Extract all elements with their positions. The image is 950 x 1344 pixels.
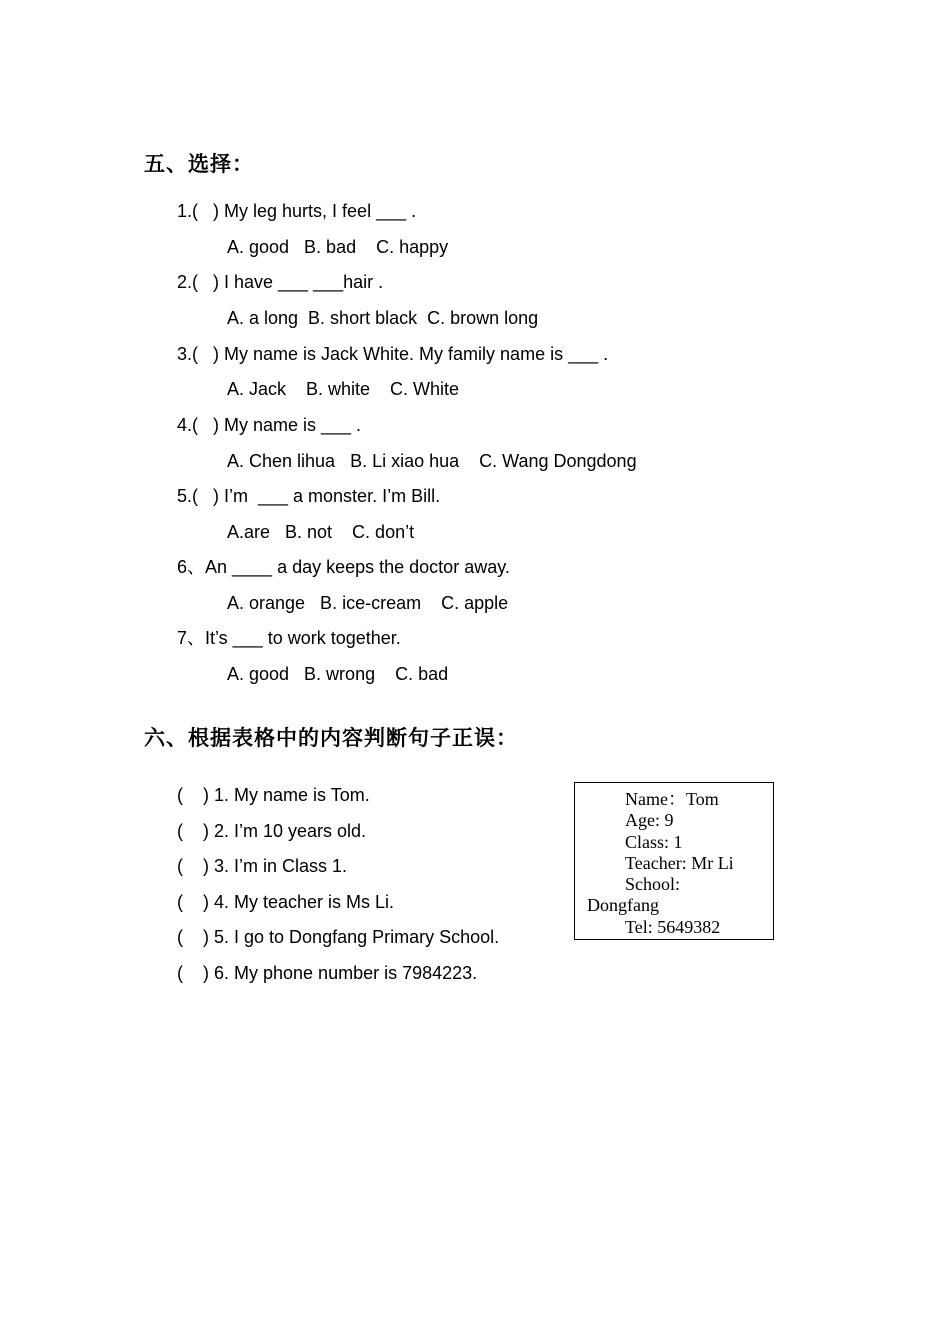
statement-4: ( ) 4. My teacher is Ms Li. (177, 892, 395, 912)
question-4-options: A. Chen lihua B. Li xiao hua C. Wang Dongdong (227, 451, 637, 471)
question-3-options: A. Jack B. white C. White (227, 379, 460, 399)
question-2-options: A. a long B. short black C. brown long (227, 308, 539, 328)
info-school-value: Dongfang (587, 895, 659, 916)
question-1-stem: 1.( ) My leg hurts, I feel ___ . (177, 201, 417, 221)
statement-1: ( ) 1. My name is Tom. (177, 785, 370, 805)
info-tel: Tel: 5649382 (625, 916, 721, 937)
statement-3: ( ) 3. I’m in Class 1. (177, 856, 348, 876)
statement-6: ( ) 6. My phone number is 7984223. (177, 963, 478, 983)
question-1-options: A. good B. bad C. happy (227, 237, 449, 257)
question-6-options: A. orange B. ice-cream C. apple (227, 593, 509, 613)
question-2-stem: 2.( ) I have ___ ___hair . (177, 272, 384, 292)
section-5-heading: 五、选择： (144, 152, 254, 176)
info-school-label: School: (625, 874, 681, 895)
statement-2: ( ) 2. I’m 10 years old. (177, 821, 367, 841)
question-7-stem: 7、It’s ___ to work together. (177, 628, 401, 648)
question-7-options: A. good B. wrong C. bad (227, 664, 449, 684)
info-age: Age: 9 (625, 810, 674, 831)
statement-5: ( ) 5. I go to Dongfang Primary School. (177, 927, 500, 947)
info-teacher: Teacher: Mr Li (625, 852, 734, 873)
section-6-heading: 六、根据表格中的内容判断句子正误： (144, 726, 518, 750)
info-class: Class: 1 (625, 831, 683, 852)
info-name: Name：Tom (625, 789, 719, 809)
question-5-options: A.are B. not C. don’t (227, 522, 415, 542)
question-4-stem: 4.( ) My name is ___ . (177, 415, 362, 435)
question-5-stem: 5.( ) I’m ___ a monster. I’m Bill. (177, 486, 441, 506)
question-3-stem: 3.( ) My name is Jack White. My family name is ___ . (177, 344, 609, 364)
student-info-card (574, 782, 774, 940)
question-6-stem: 6、An ____ a day keeps the doctor away. (177, 557, 510, 577)
